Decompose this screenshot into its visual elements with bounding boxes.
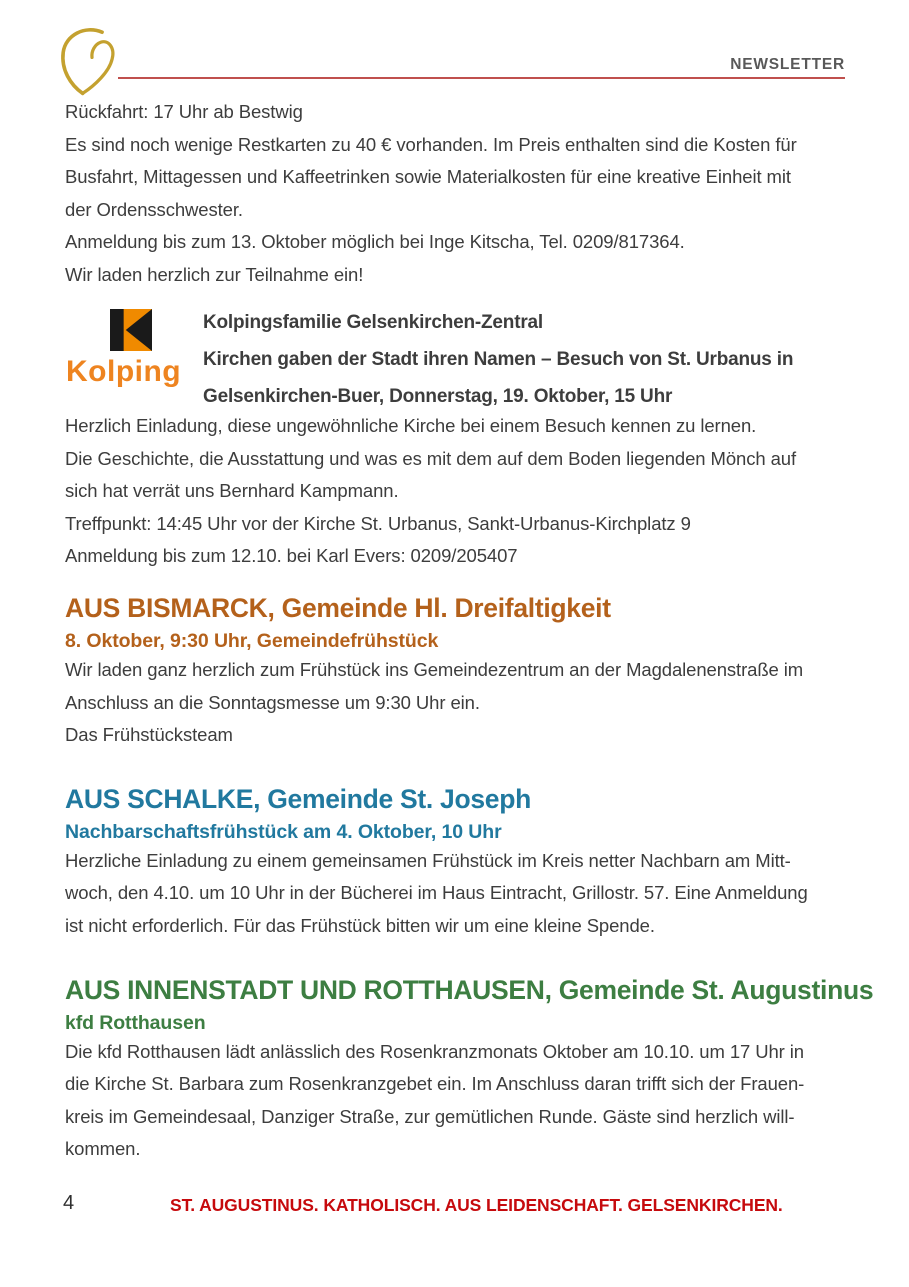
section-subheading: kfd Rotthausen [65,1011,206,1034]
intro-line: Rückfahrt: 17 Uhr ab Bestwig [65,101,303,122]
kolping-body-paragraph [65,410,847,573]
kolping-body-line: Herzlich Einladung, diese ungewöhnliche Kirche bei einem Besuch kennen zu lernen. [65,415,757,436]
kolping-subtitle-line: Gelsenkirchen-Buer, Donnerstag, 19. Oktober, 15 Uhr [203,385,673,407]
news-section [65,970,874,1166]
section-body-line: die Kirche St. Barbara zum Rosenkranzgebet ein. Im Anschluss daran trifft sich der Frauen- [65,1073,805,1095]
section-body [65,1036,865,1166]
section-heading: AUS BISMARCK, Gemeinde Hl. Dreifaltigkeit [65,593,611,623]
section-body-line: Das Frühstücksteam [65,724,233,746]
kolping-body-line: sich hat verrät uns Bernhard Kampmann. [65,480,399,502]
section-body-line: ist nicht erforderlich. Für das Frühstück bitten wir um eine kleine Spende. [65,914,655,936]
sections [65,588,874,1193]
kolping-title: Kolpingsfamilie Gelsenkirchen-Zentral [203,312,543,333]
kolping-subtitle-line: Kirchen gaben der Stadt ihren Namen – Besuch von St. Urbanus in [203,348,794,370]
news-section [65,779,865,943]
intro-line: Anmeldung bis zum 13. Oktober möglich bei Inge Kitscha, Tel. 0209/817364. [65,231,685,253]
kolping-body-line: Anmeldung bis zum 12.10. bei Karl Evers: 0209/205407 [65,545,518,567]
section-body-line: Die kfd Rotthausen lädt anlässlich des Rosenkranzmonats Oktober am 10.10. um 17 Uhr in [65,1040,804,1062]
footer-slogan: ST. AUGUSTINUS. KATHOLISCH. AUS LEIDENSCHAFT. GELSENKIRCHEN. [170,1195,783,1215]
section-body-line: woch, den 4.10. um 10 Uhr in der Bücherei im Haus Eintracht, Grillostr. 57. Eine Anmeldung [65,882,808,904]
newsletter-title: NEWSLETTER [730,56,845,73]
news-section [65,588,865,752]
section-body-line: kommen. [65,1138,141,1160]
intro-line: Wir laden herzlich zur Teilnahme ein! [65,263,364,285]
page-number: 4 [63,1192,75,1214]
section-body [65,654,865,752]
section-body-line: Anschluss an die Sonntagsmesse um 9:30 Uhr ein. [65,691,480,713]
heart-logo-icon [56,24,128,98]
section-body [65,845,865,943]
section-heading: AUS INNENSTADT UND ROTTHAUSEN, Gemeinde St. Augustinus [65,974,874,1005]
section-subheading: 8. Oktober, 9:30 Uhr, Gemeindefrühstück [65,630,439,652]
kolping-logo-icon [110,309,152,351]
section-subheading: Nachbarschaftsfrühstück am 4. Oktober, 10 Uhr [65,820,502,843]
intro-line: Es sind noch wenige Restkarten zu 40 € vorhanden. Im Preis enthalten sind die Kosten für [65,133,797,155]
kolping-wordmark: Kolping [66,355,182,388]
header-rule [118,77,845,79]
kolping-heading [203,305,853,415]
intro-line: der Ordensschwester. [65,198,243,220]
section-body-line: Wir laden ganz herzlich zum Frühstück ins Gemeindezentrum an der Magdalenenstraße im [65,659,804,680]
section-heading: AUS SCHALKE, Gemeinde St. Joseph [65,783,532,814]
section-body-line: Herzliche Einladung zu einem gemeinsamen Frühstück im Kreis netter Nachbarn am Mitt- [65,849,791,871]
kolping-body-line: Die Geschichte, die Ausstattung und was es mit dem auf dem Boden liegenden Mönch auf [65,447,797,469]
section-body-line: kreis im Gemeindesaal, Danziger Straße, zur gemütlichen Runde. Gäste sind herzlich will- [65,1105,795,1127]
intro-line: Busfahrt, Mittagessen und Kaffeetrinken sowie Materialkosten für eine kreative Einheit mit [65,166,791,188]
kolping-body-line: Treffpunkt: 14:45 Uhr vor der Kirche St. Urbanus, Sankt-Urbanus-Kirchplatz 9 [65,512,691,534]
kolping-subtitle [203,342,853,416]
intro-paragraph [65,96,847,292]
